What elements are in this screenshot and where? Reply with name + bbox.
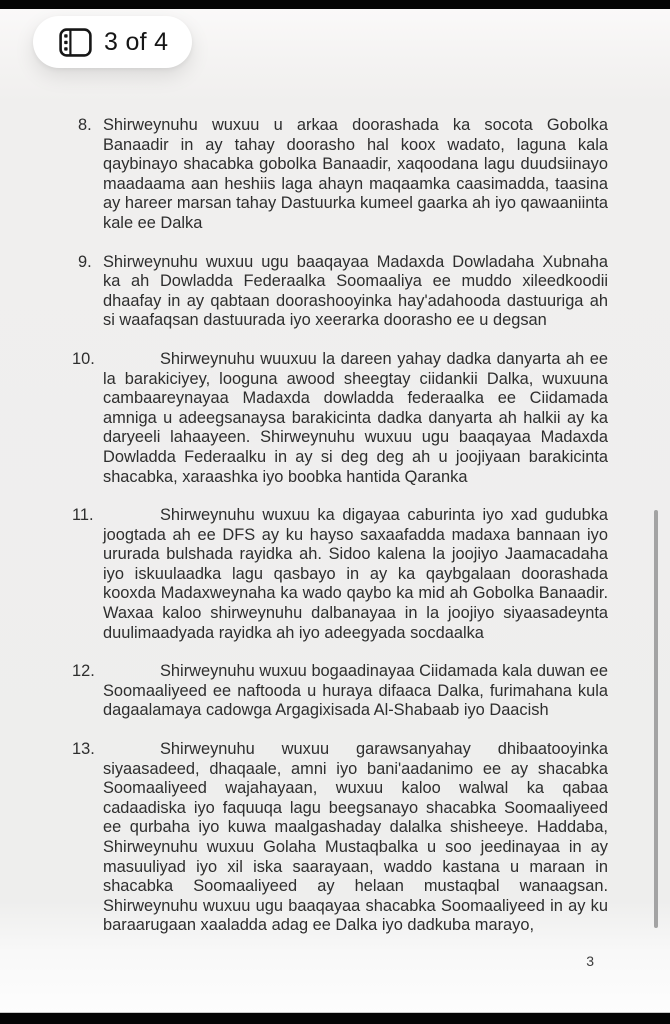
paragraph-number: 9. bbox=[78, 252, 92, 271]
paragraph-number: 13. bbox=[72, 740, 95, 759]
top-black-frame-bar bbox=[0, 0, 670, 9]
scrollbar-thumb[interactable] bbox=[654, 510, 658, 928]
paragraph-text: Shirweynuhu wuxuu garawsanyahay dhibaatooyinka siyaasadeed, dhaqaale, amni iyo bani'aadanimo ee ay shacabka Soomaaliyeed wajahayaan, wuxuu kaloo walwal ka qabaa cadaadiska iyo faquuqa lagu beegsanayo shacabka Soomaaliyeed ee qurbaha iyo kuwa maalgashaday dalalka shisheeye. Haddaba, Shirweynuhu wuxuu Golaha Mustaqbalka u soo jeedinayaa in ay masuuliyad iyo xil iska saarayaan, waddo kastana u maraan in shacabka Soomaaliyeed ay helaan mustaqbal wanaagsan. Shirweynuhu wuxuu ugu baaqayaa shacabka Soomaaliyeed in ay ku baraarugaan xaaladda adag ee Dalka iyo dadkuba marayo, bbox=[103, 740, 608, 935]
paragraph-10 bbox=[72, 350, 608, 487]
paragraph-text: Shirweynuhu wuxuu bogaadinayaa Ciidamada kala duwan ee Soomaaliyeed ee naftooda u huraya difaaca Dalka, furimahana kula dagaalamaya cadowga Argagixisada Al-Shabaab iyo Daacish bbox=[103, 662, 608, 720]
page-thumbnails-icon bbox=[59, 28, 92, 57]
paragraph-13 bbox=[72, 740, 608, 936]
document-footer-page-number: 3 bbox=[586, 953, 594, 969]
paragraph-9 bbox=[72, 253, 608, 331]
paragraph-text: Shirweynuhu wuxuu ugu baaqayaa Madaxda Dowladaha Xubnaha ka ah Dowladda Federaalka Soomaaliya ee muddo xileedkoodii dhaafay in ay qabtaan doorashooyinka hay'adahooda dastuuriga ah si waafaqsan dastuurada iyo xeerarka doorasho ee u degsan bbox=[103, 252, 608, 330]
paragraph-text: Shirweynuhu wuxuu ka digayaa caburinta iyo xad gudubka joogtada ah ee DFS ay ku hayso saxaafadda madaxa bannaan iyo ururada bulshada rayidka ah. Sidoo kalena la joojiyo Jaamacadaha iyo iskuulaadka lagu qasbayo in ay ka qaybgalaan doorashada kooxda Madaxweynaha ka wado qaybo ka mid ah Gobolka Banaadir. Waxaa kaloo shirweynuhu dalbanayaa in la joojiyo siyaasadeynta duulimaadyada rayidka ah iyo adeegyada socdaalka bbox=[103, 506, 608, 642]
bottom-black-frame-bar bbox=[0, 1012, 670, 1024]
paragraph-text: Shirweynuhu wuuxuu la dareen yahay dadka danyarta ah ee la barakiciyey, looguna awood sheegtay ciidankii Dalka, wuxuuna cambaareynayaa Madaxda dowladda federaalka ee Ciidamada amniga u adeegsanaysa barakicinta dadka danyarta ah halkii ay ka daryeeli lahaayeen. Shirweynuhu wuxuu ugu baaqayaa Madaxda Dowladda Federaalku in ay si deg deg ah u joojiyaan barakicinta shacabka, xaraashka iyo boobka hantida Qaranka bbox=[103, 349, 608, 486]
paragraph-number: 12. bbox=[72, 662, 95, 681]
paragraph-text: Shirweynuhu wuxuu u arkaa doorashada ka socota Gobolka Banaadir in ay tahay doorasho hal koox wadato, laguna kala qaybinayo shacabka gobolka Banaadir, xaqoodana lagu duudsiinayo maadaama aan heshiis laga ahayn maqaamka caasimadda, taasina ay hareer marsan tahay Dastuurka kumeel gaarka ah iyo qawaaniinta kale ee Dalka bbox=[103, 116, 608, 232]
paragraph-8 bbox=[72, 116, 608, 234]
page-indicator-label: 3 of 4 bbox=[104, 27, 169, 56]
paragraph-number: 11. bbox=[72, 506, 94, 525]
paragraph-number: 10. bbox=[72, 349, 95, 368]
paragraph-11 bbox=[72, 506, 608, 643]
document-page bbox=[72, 116, 608, 936]
page-indicator-badge[interactable] bbox=[33, 16, 192, 68]
paragraph-number: 8. bbox=[78, 116, 92, 134]
paragraph-12 bbox=[72, 662, 608, 721]
